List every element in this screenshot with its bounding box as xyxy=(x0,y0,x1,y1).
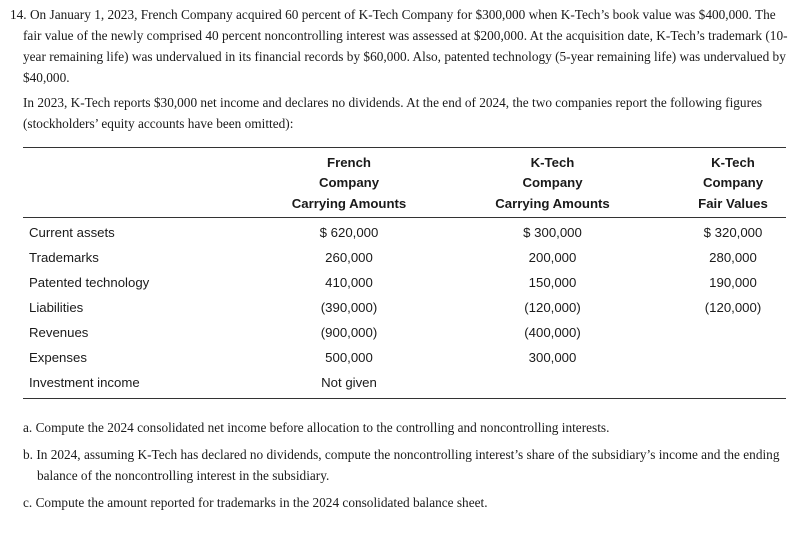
financial-table-container xyxy=(23,147,786,399)
french-amount: 410,000 xyxy=(325,274,373,290)
table-header xyxy=(23,148,786,218)
french-amount: (900,000) xyxy=(320,324,378,340)
row-label: Expenses xyxy=(29,349,87,365)
ktech-carrying-amount: (120,000) xyxy=(524,299,581,315)
header-ktech-carrying-line3: Carrying Amounts xyxy=(425,193,680,217)
question-label: c. xyxy=(23,495,33,510)
table-row xyxy=(23,245,786,270)
header-blank xyxy=(23,148,273,173)
question-a xyxy=(23,417,793,438)
row-label: Current assets xyxy=(29,224,115,240)
row-label: Trademarks xyxy=(29,249,99,265)
header-french-line1: French xyxy=(327,154,371,170)
header-ktech-fair-line2: Company xyxy=(702,175,764,191)
question-label: b. xyxy=(23,447,33,462)
header-row xyxy=(23,193,786,217)
table-row xyxy=(23,295,786,320)
header-ktech-carrying-line2: Company xyxy=(522,175,583,191)
question-list xyxy=(23,417,793,513)
header-row xyxy=(23,173,786,194)
french-amount: 500,000 xyxy=(325,349,373,365)
table-body xyxy=(23,217,786,398)
question-label: a. xyxy=(23,420,33,435)
header-blank xyxy=(23,173,273,194)
ktech-fair-value: $ 320,000 xyxy=(703,224,763,240)
header-row xyxy=(23,148,786,173)
problem-intro-text: On January 1, 2023, French Company acquired 60 percent of K-Tech Company for $300,000 when K-Tech’s book value was $400,000. The fair value of the newly comprised 40 percent noncontrolling interest was assessed at $200,000. At the acquisition date, K-Tech’s trademark (10-year remaining life) was undervalued in its financial records by $60,000. Also, patented technology (5-year remaining life) was undervalued by $40,000. xyxy=(23,7,788,85)
question-b xyxy=(23,444,793,486)
ktech-carrying-amount xyxy=(425,370,680,399)
table-row xyxy=(23,370,786,399)
question-text: Compute the 2024 consolidated net income before allocation to the controlling and noncontrolling interests. xyxy=(35,420,610,435)
table-row xyxy=(23,345,786,370)
problem-second-text: In 2023, K-Tech reports $30,000 net income and declares no dividends. At the end of 2024, the two companies report the following figures (stockholders’ equity accounts have been omitted): xyxy=(23,95,763,131)
header-ktech-fair-line1: K-Tech xyxy=(711,154,755,170)
problem-second-paragraph xyxy=(10,92,803,134)
header-ktech-fair-line3: Fair Values xyxy=(680,193,786,217)
ktech-fair-value xyxy=(680,370,786,399)
french-amount: $ 620,000 xyxy=(319,224,379,240)
row-label: Patented technology xyxy=(29,274,150,290)
header-french-line3: Carrying Amounts xyxy=(273,193,425,217)
ktech-carrying-amount: 200,000 xyxy=(528,249,577,265)
header-blank xyxy=(23,193,273,217)
french-amount: Not given xyxy=(273,370,425,399)
ktech-fair-value: 190,000 xyxy=(709,274,757,290)
french-amount: (390,000) xyxy=(320,299,378,315)
table-row xyxy=(23,320,786,345)
ktech-fair-value: (120,000) xyxy=(704,299,762,315)
ktech-fair-value xyxy=(680,320,786,345)
ktech-carrying-amount: 300,000 xyxy=(528,349,577,365)
header-french-line2: Company xyxy=(318,175,380,191)
problem-intro xyxy=(10,4,790,88)
ktech-carrying-amount: $ 300,000 xyxy=(523,224,582,240)
ktech-fair-value xyxy=(680,345,786,370)
row-label: Revenues xyxy=(29,324,89,340)
french-amount: 260,000 xyxy=(325,249,373,265)
ktech-carrying-amount: 150,000 xyxy=(528,274,577,290)
ktech-fair-value: 280,000 xyxy=(709,249,757,265)
row-label: Investment income xyxy=(23,370,273,399)
table-row xyxy=(23,217,786,245)
row-label: Liabilities xyxy=(29,299,84,315)
question-text: In 2024, assuming K-Tech has declared no dividends, compute the noncontrolling interest’s share of the subsidiary’s income and the ending balance of the noncontrolling interest in the subsidiary. xyxy=(36,447,780,483)
question-c xyxy=(23,492,793,513)
problem-number: 14. xyxy=(10,7,27,22)
problem-statement xyxy=(10,4,790,88)
table-row xyxy=(23,270,786,295)
financial-table xyxy=(23,147,786,399)
question-text: Compute the amount reported for trademarks in the 2024 consolidated balance sheet. xyxy=(35,495,488,510)
ktech-carrying-amount: (400,000) xyxy=(524,324,581,340)
header-ktech-carrying-line1: K-Tech xyxy=(530,154,575,170)
